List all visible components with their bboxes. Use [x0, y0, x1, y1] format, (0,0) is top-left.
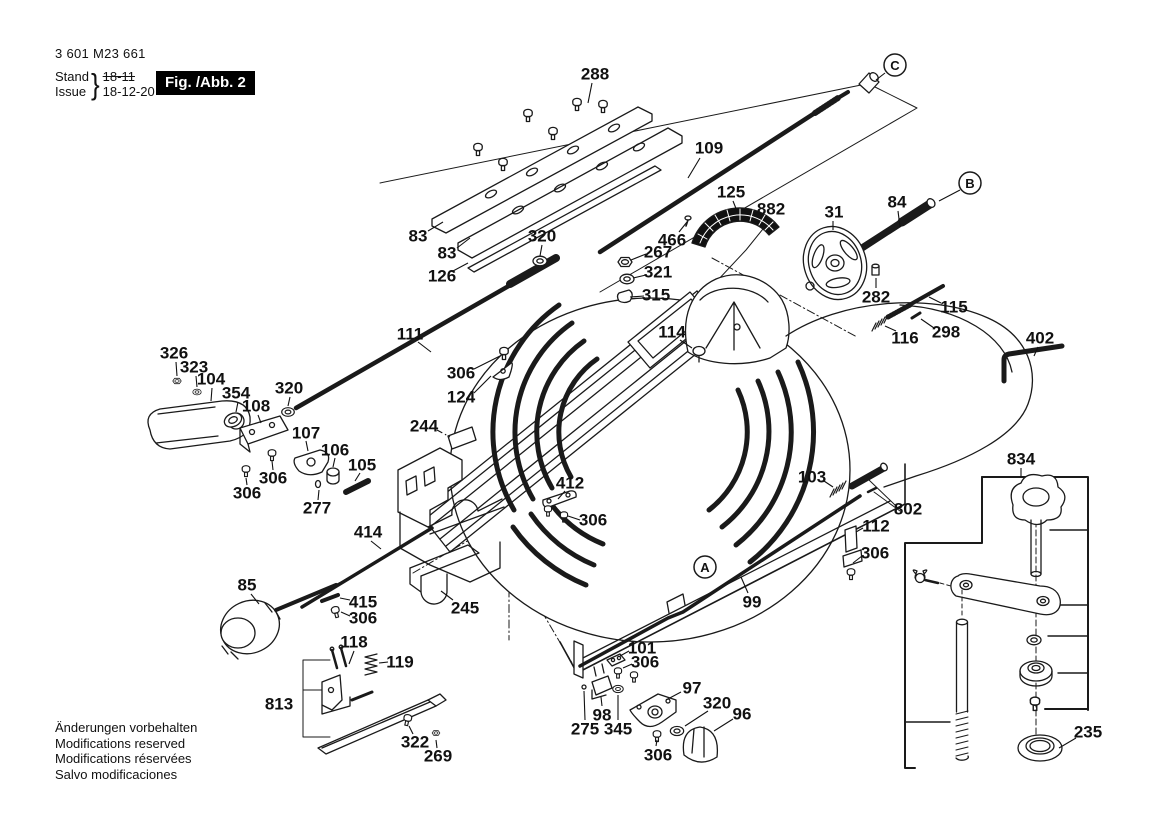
- leader-line: [371, 541, 381, 549]
- footer-line: Änderungen vorbehalten: [55, 720, 198, 735]
- part-label-882: 882: [756, 199, 786, 219]
- part-label-126: 126: [427, 266, 457, 286]
- part-label-306: 306: [348, 608, 378, 628]
- leader-line: [418, 342, 431, 352]
- part-label-99: 99: [742, 592, 762, 612]
- leader-line: [349, 651, 354, 664]
- footer-line: Salvo modificaciones: [55, 766, 178, 782]
- part-label-112: 112: [862, 516, 890, 536]
- part-label-269: 269: [423, 746, 453, 766]
- part-label-320: 320: [274, 378, 304, 398]
- leader-line: [584, 691, 585, 720]
- part-label-111: 111: [396, 324, 424, 344]
- part-label-277: 277: [302, 498, 332, 518]
- part-label-306: 306: [630, 652, 660, 672]
- part-label-106: 106: [320, 440, 350, 460]
- part-label-98: 98: [592, 705, 612, 725]
- leader-line: [306, 441, 308, 451]
- part-label-125: 125: [716, 182, 746, 202]
- footer-line: Modifications reserved: [55, 735, 186, 751]
- part-label-115: 115: [940, 297, 968, 317]
- part-label-306: 306: [258, 468, 288, 488]
- figure-label-badge: Fig. /Abb. 2: [156, 71, 255, 95]
- part-label-31: 31: [824, 202, 844, 222]
- leader-line: [288, 397, 290, 406]
- part-label-114: 114: [658, 322, 686, 342]
- part-label-235: 235: [1073, 722, 1103, 742]
- revision-brace: }: [90, 66, 100, 101]
- part-label-103: 103: [797, 467, 827, 487]
- part-label-415: 415: [348, 592, 378, 612]
- part-label-245: 245: [450, 598, 480, 618]
- part-label-84: 84: [887, 192, 907, 212]
- part-label-402: 402: [1025, 328, 1055, 348]
- part-label-323: 323: [179, 357, 209, 377]
- part-label-326: 326: [159, 343, 189, 363]
- part-label-834: 834: [1006, 449, 1036, 469]
- part-number: 3 601 M23 661: [55, 46, 146, 61]
- old-date: 18-11: [102, 69, 135, 84]
- part-label-83: 83: [408, 226, 428, 246]
- stand-label: Stand: [55, 69, 89, 84]
- part-label-306: 306: [643, 745, 673, 765]
- part-label-101: 101: [627, 638, 657, 658]
- callout-C: [884, 54, 906, 76]
- part-label-97: 97: [682, 678, 702, 698]
- part-label-306: 306: [578, 510, 608, 530]
- inset-box: [905, 477, 1088, 768]
- part-label-107: 107: [291, 423, 321, 443]
- part-label-354: 354: [221, 383, 251, 403]
- new-date: 18-12-20: [102, 84, 155, 99]
- cover-plate: [410, 545, 479, 604]
- part-label-96: 96: [732, 704, 752, 724]
- part-label-244: 244: [409, 416, 439, 436]
- part-label-412: 412: [555, 473, 585, 493]
- part-label-414: 414: [353, 522, 383, 542]
- part-label-813: 813: [264, 694, 294, 714]
- part-label-105: 105: [347, 455, 377, 475]
- part-label-320: 320: [702, 693, 732, 713]
- part-label-306: 306: [860, 543, 890, 563]
- leader-line: [714, 719, 733, 731]
- part-label-116: 116: [891, 328, 919, 348]
- clamp-assembly: [913, 475, 1065, 761]
- leader-line: [939, 190, 960, 201]
- part-label-321: 321: [643, 262, 673, 282]
- part-label-118: 118: [340, 632, 368, 652]
- leader-line: [929, 297, 941, 303]
- part-label-85: 85: [237, 575, 257, 595]
- leader-line: [588, 83, 592, 103]
- part-label-802: 802: [893, 499, 923, 519]
- part-label-298: 298: [931, 322, 961, 342]
- part-label-315: 315: [641, 285, 671, 305]
- leader-line: [211, 388, 212, 401]
- part-label-104: 104: [196, 369, 226, 389]
- svg-text:C: C: [890, 58, 900, 73]
- part-label-83: 83: [437, 243, 457, 263]
- callout-A: [694, 556, 716, 578]
- leader-line: [685, 711, 708, 726]
- part-label-306: 306: [446, 363, 476, 383]
- callout-B: [959, 172, 981, 194]
- issue-label: Issue: [55, 84, 87, 99]
- svg-text:A: A: [700, 560, 710, 575]
- part-label-119: 119: [386, 652, 414, 672]
- part-label-109: 109: [694, 138, 724, 158]
- part-label-282: 282: [861, 287, 891, 307]
- part-label-306: 306: [232, 483, 262, 503]
- part-label-322: 322: [400, 732, 430, 752]
- part-label-124: 124: [446, 387, 476, 407]
- part-label-288: 288: [580, 64, 610, 84]
- svg-text:B: B: [965, 176, 975, 191]
- leader-line: [176, 362, 177, 376]
- footer-line: Modifications réservées: [55, 751, 192, 766]
- part-label-345: 345: [603, 719, 633, 739]
- leader-line: [688, 158, 700, 178]
- part-label-275: 275: [570, 719, 600, 739]
- part-label-267: 267: [643, 242, 673, 262]
- part-label-466: 466: [657, 230, 687, 250]
- leader-line: [540, 245, 542, 256]
- part-label-108: 108: [241, 396, 271, 416]
- front-knob-group: [212, 528, 432, 663]
- part-label-320: 320: [527, 226, 557, 246]
